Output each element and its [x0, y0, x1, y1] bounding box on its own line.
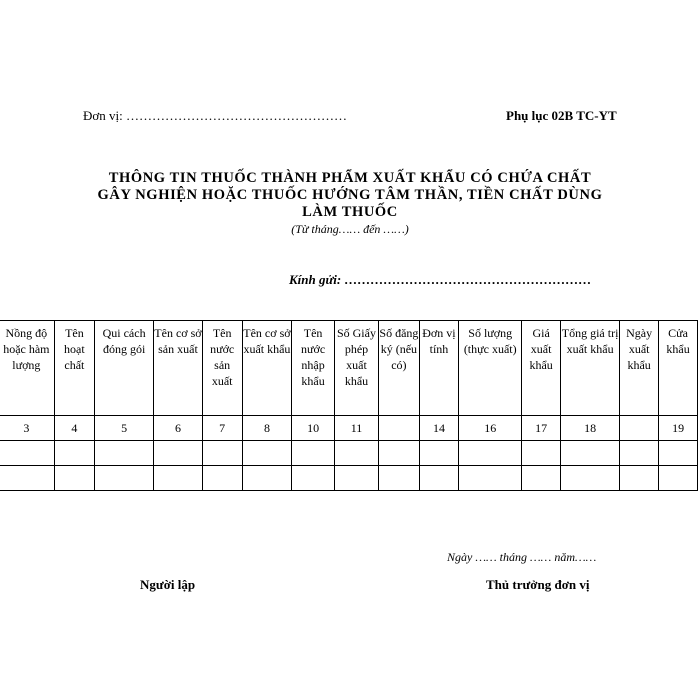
header-cell: Tên nước sản xuất: [202, 321, 242, 416]
empty-cell: [202, 441, 242, 466]
empty-cell: [154, 441, 203, 466]
empty-cell: [242, 466, 292, 491]
empty-cell: [242, 441, 292, 466]
empty-cell: [419, 441, 458, 466]
header-cell: Qui cách đóng gói: [95, 321, 154, 416]
column-number: 10: [292, 416, 335, 441]
column-number-row: [0, 416, 698, 441]
table-row: [0, 466, 698, 491]
empty-cell: [620, 466, 659, 491]
don-vi-field: Đơn vị: ……………………………………………: [83, 108, 347, 123]
empty-cell: [522, 466, 561, 491]
column-number: [620, 416, 659, 441]
empty-cell: [0, 441, 54, 466]
header-cell: Tổng giá trị xuất khẩu: [561, 321, 620, 416]
header-cell: Nồng độ hoặc hàm lượng: [0, 321, 54, 416]
empty-cell: [202, 466, 242, 491]
head-of-unit-signature-label: Thủ trưởng đơn vị: [486, 577, 590, 592]
empty-cell: [379, 466, 420, 491]
header-cell: Tên nước nhập khẩu: [292, 321, 335, 416]
header-cell: Số đăng ký (nếu có): [379, 321, 420, 416]
document-title-line-2: GÂY NGHIỆN HOẶC THUỐC HƯỚNG TÂM THẦN, TIỀN CHẤT DÙNG: [97, 187, 603, 203]
column-number: 16: [459, 416, 522, 441]
export-info-table: [0, 320, 698, 491]
column-number: 18: [561, 416, 620, 441]
column-number: 11: [334, 416, 378, 441]
empty-cell: [154, 466, 203, 491]
table-row: [0, 441, 698, 466]
header-cell: Ngày xuất khẩu: [620, 321, 659, 416]
empty-cell: [659, 466, 698, 491]
empty-cell: [459, 441, 522, 466]
empty-cell: [659, 441, 698, 466]
empty-cell: [95, 441, 154, 466]
appendix-label: Phụ lục 02B TC-YT: [506, 108, 617, 123]
empty-cell: [54, 466, 94, 491]
header-cell: Tên cơ sở sản xuất: [154, 321, 203, 416]
header-cell: Số Giấy phép xuất khẩu: [334, 321, 378, 416]
empty-cell: [292, 466, 335, 491]
empty-cell: [419, 466, 458, 491]
empty-cell: [54, 441, 94, 466]
header-cell: Đơn vị tính: [419, 321, 458, 416]
empty-cell: [379, 441, 420, 466]
recipient-field: Kính gửi: …………………………………………………: [289, 272, 592, 287]
empty-cell: [292, 441, 335, 466]
empty-cell: [0, 466, 54, 491]
empty-cell: [459, 466, 522, 491]
empty-cell: [522, 441, 561, 466]
column-number: 17: [522, 416, 561, 441]
document-period: (Từ tháng…… đến ……): [291, 222, 409, 236]
column-number: 19: [659, 416, 698, 441]
document-title-line-1: THÔNG TIN THUỐC THÀNH PHẨM XUẤT KHẨU CÓ CHỨA CHẤT: [108, 170, 592, 186]
column-number: 8: [242, 416, 292, 441]
empty-cell: [620, 441, 659, 466]
column-number: 5: [95, 416, 154, 441]
header-cell: Tên hoạt chất: [54, 321, 94, 416]
column-number: 6: [154, 416, 203, 441]
document-title-line-3: LÀM THUỐC: [302, 204, 398, 220]
column-number: 7: [202, 416, 242, 441]
column-number: 4: [54, 416, 94, 441]
column-number: 14: [419, 416, 458, 441]
column-number: 3: [0, 416, 54, 441]
empty-cell: [561, 441, 620, 466]
empty-cell: [334, 441, 378, 466]
header-cell: Cửa khẩu: [659, 321, 698, 416]
header-cell: Giá xuất khẩu: [522, 321, 561, 416]
empty-cell: [95, 466, 154, 491]
preparer-signature-label: Người lập: [140, 577, 196, 592]
date-line: Ngày …… tháng …… năm……: [447, 550, 597, 564]
column-number: [379, 416, 420, 441]
table-header-row: [0, 321, 698, 416]
header-cell: Tên cơ sở xuất khẩu: [242, 321, 292, 416]
empty-cell: [561, 466, 620, 491]
empty-cell: [334, 466, 378, 491]
header-cell: Số lượng (thực xuất): [459, 321, 522, 416]
